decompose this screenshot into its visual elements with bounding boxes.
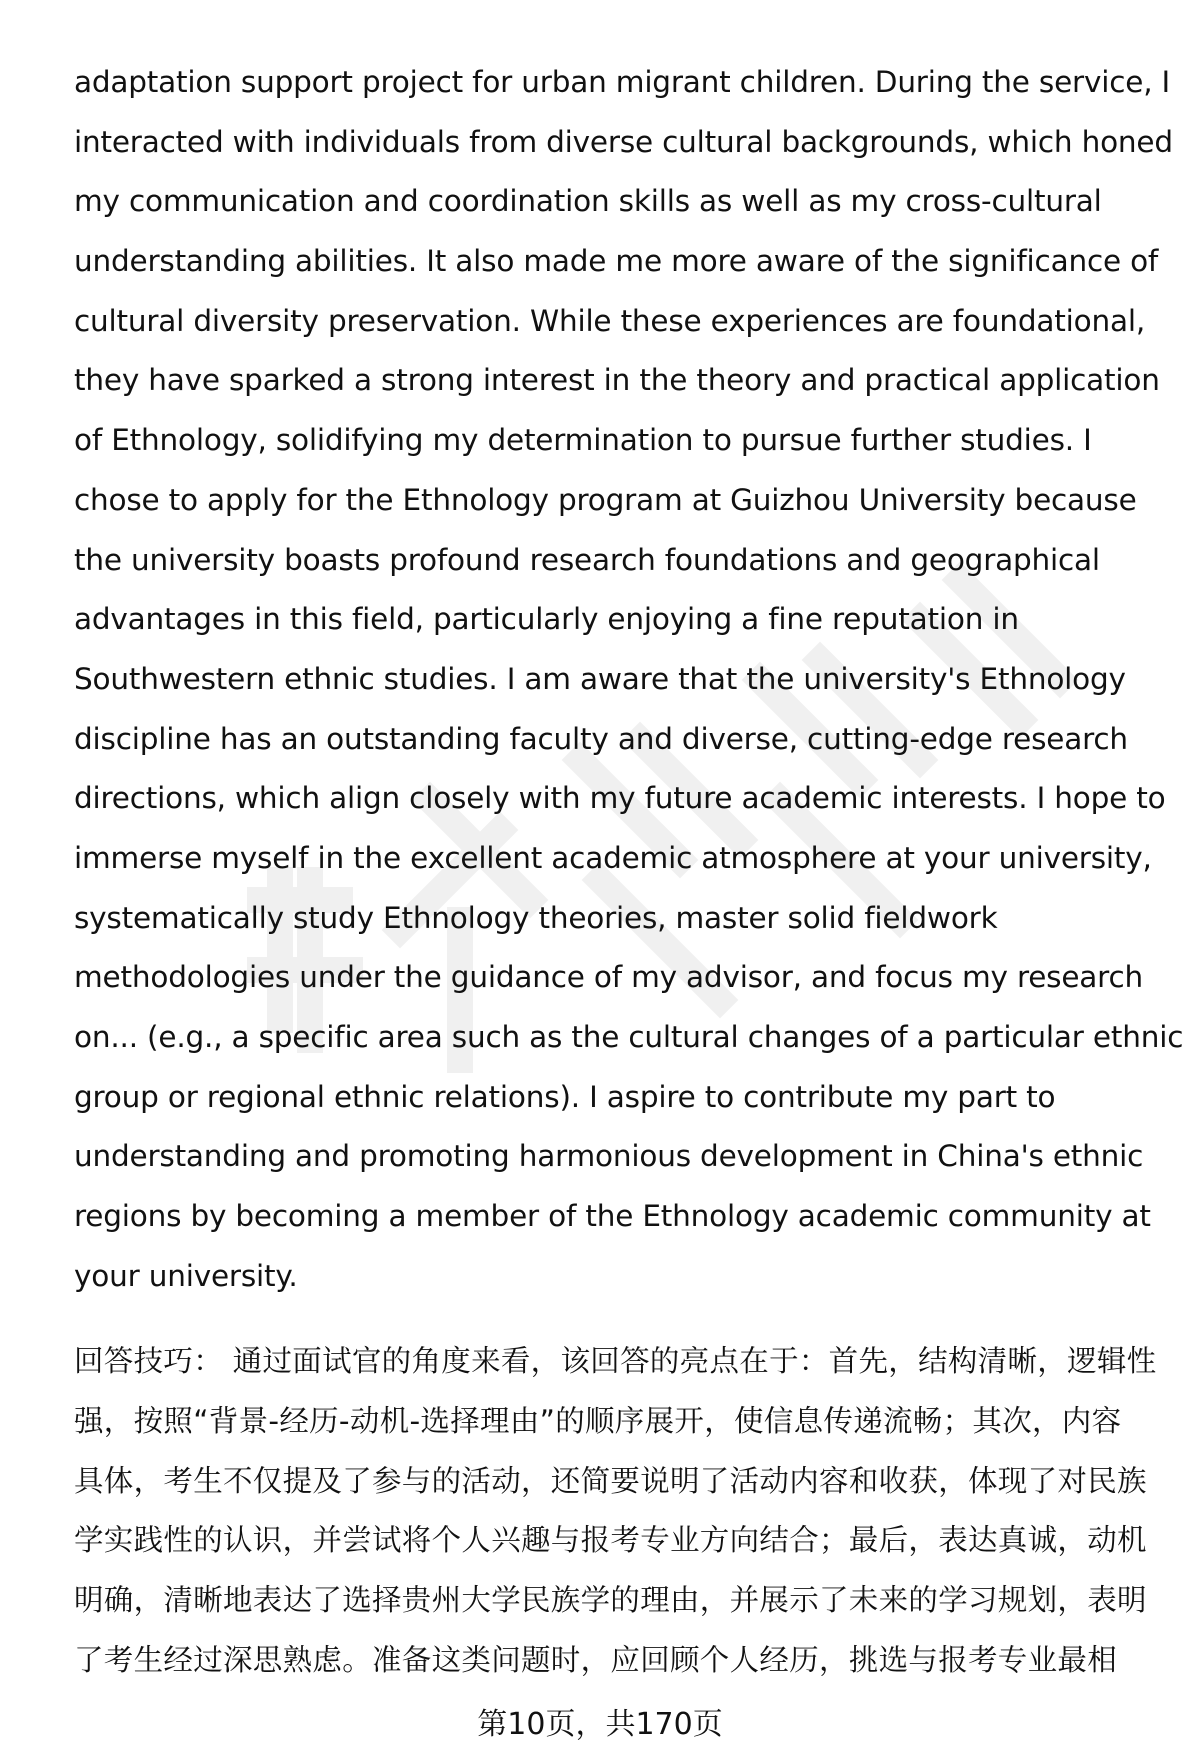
paragraph-line: they have sparked a strong interest in the theory and practical application [74, 363, 1160, 398]
paragraph-line: understanding abilities. It also made me more aware of the significance of [74, 244, 1159, 279]
paragraph-line: directions, which align closely with my future academic interests. I hope to [74, 781, 1166, 816]
paragraph-line: the university boasts profound research foundations and geographical [74, 542, 1100, 577]
page-number-footer: 第10页，共170页 [477, 1707, 723, 1742]
paragraph-line: group or regional ethnic relations). I aspire to contribute my part to [74, 1079, 1056, 1114]
paragraph-line: of Ethnology, solidifying my determination to pursue further studies. I [74, 423, 1092, 458]
paragraph-line: systematically study Ethnology theories, master solid fieldwork [74, 900, 998, 935]
paragraph-line: adaptation support project for urban migrant children. During the service, I [74, 65, 1171, 99]
tips-line: 具体，考生不仅提及了参与的活动，还简要说明了活动内容和收获，体现了对民族 [74, 1463, 1147, 1498]
english-answer-paragraph [74, 53, 1184, 1306]
paragraph-line: interacted with individuals from diverse cultural backgrounds, which honed [74, 124, 1173, 159]
paragraph-line: methodologies under the guidance of my advisor, and focus my research [74, 960, 1143, 995]
tips-line: 了考生经过深思熟虑。准备这类问题时，应回顾个人经历，挑选与报考专业最相 [74, 1642, 1118, 1677]
tips-line: 明确，清晰地表达了选择贵州大学民族学的理由，并展示了未来的学习规划，表明 [74, 1583, 1147, 1618]
tips-line: 学实践性的认识，并尝试将个人兴趣与报考专业方向结合；最后，表达真诚，动机 [74, 1523, 1147, 1558]
paragraph-line: understanding and promoting harmonious development in China's ethnic [74, 1139, 1144, 1174]
paragraph-line: your university. [74, 1258, 298, 1293]
tips-line: 回答技巧： 通过面试官的角度来看，该回答的亮点在于：首先，结构清晰，逻辑性 [74, 1344, 1157, 1378]
paragraph-line: discipline has an outstanding faculty and diverse, cutting-edge research [74, 721, 1128, 756]
tips-line: 强，按照“背景-经历-动机-选择理由”的顺序展开，使信息传递流畅；其次，内容 [74, 1403, 1122, 1438]
paragraph-line: Southwestern ethnic studies. I am aware that the university's Ethnology [74, 661, 1126, 696]
paragraph-line: cultural diversity preservation. While these experiences are foundational, [74, 303, 1145, 338]
paragraph-line: advantages in this field, particularly enjoying a fine reputation in [74, 602, 1019, 637]
paragraph-line: my communication and coordination skills as well as my cross-cultural [74, 184, 1102, 219]
paragraph-line: on... (e.g., a specific area such as the cultural changes of a particular ethnic [74, 1020, 1184, 1054]
paragraph-line: immerse myself in the excellent academic atmosphere at your university, [74, 840, 1152, 875]
paragraph-line: chose to apply for the Ethnology program at Guizhou University because [74, 482, 1137, 517]
paragraph-line: regions by becoming a member of the Ethnology academic community at [74, 1199, 1151, 1234]
answer-tips-paragraph [74, 1332, 1164, 1691]
